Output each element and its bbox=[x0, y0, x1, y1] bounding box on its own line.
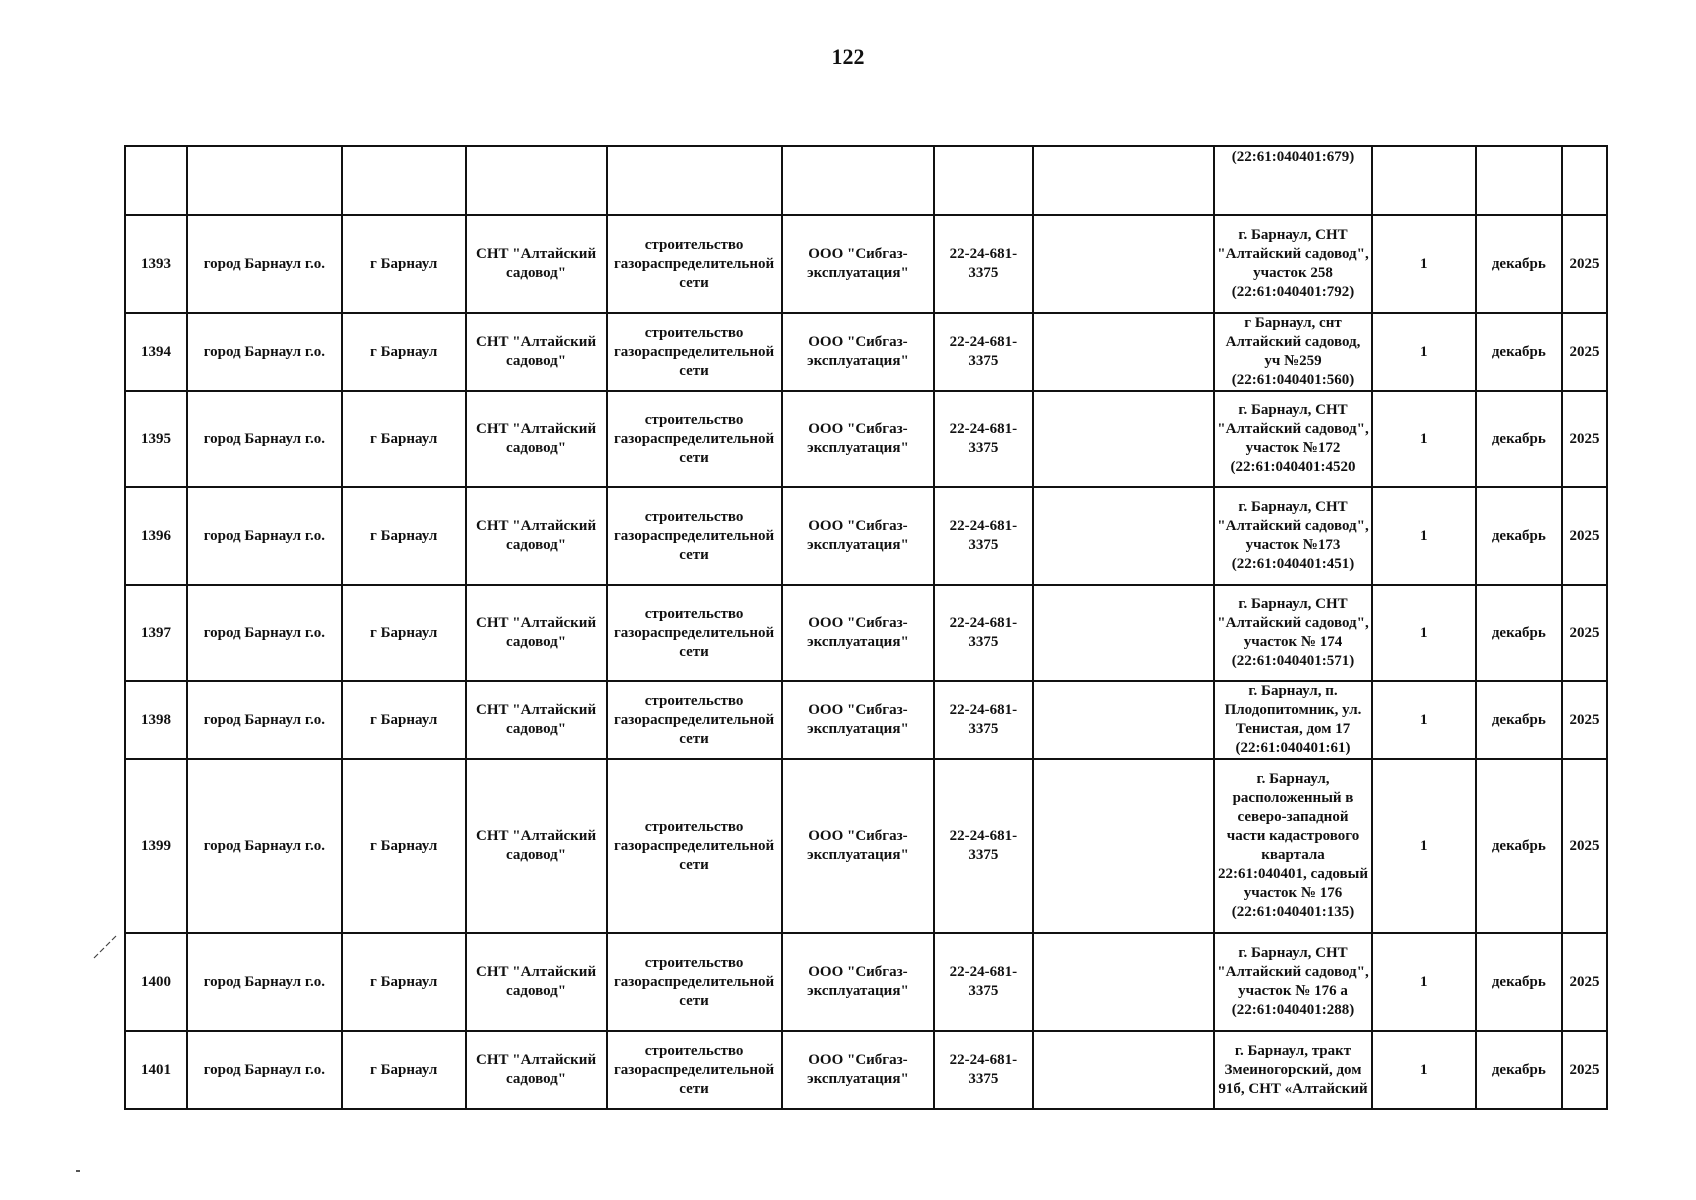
cell-object: СНТ "Алтайский садовод" bbox=[466, 759, 607, 933]
gasification-register-table bbox=[124, 145, 1608, 1110]
cell-object: СНТ "Алтайский садовод" bbox=[466, 313, 607, 391]
cell-year bbox=[1562, 146, 1607, 215]
cell-qty: 1 bbox=[1372, 391, 1476, 487]
table-row bbox=[125, 215, 1607, 313]
cell-empty bbox=[1033, 313, 1215, 391]
cell-month: декабрь bbox=[1476, 759, 1562, 933]
cell-num: 1401 bbox=[125, 1031, 187, 1109]
cell-address: г Барнаул, снт Алтайский садовод, уч №259 (22:61:040401:560) bbox=[1214, 313, 1372, 391]
cell-org: ООО "Сибгаз-эксплуатация" bbox=[782, 681, 935, 759]
cell-month: декабрь bbox=[1476, 313, 1562, 391]
cell-month: декабрь bbox=[1476, 215, 1562, 313]
cell-num: 1393 bbox=[125, 215, 187, 313]
cell-locality: г Барнаул bbox=[342, 759, 466, 933]
cell-object bbox=[466, 146, 607, 215]
table-row bbox=[125, 681, 1607, 759]
cell-object: СНТ "Алтайский садовод" bbox=[466, 391, 607, 487]
cell-empty bbox=[1033, 585, 1215, 681]
cell-month bbox=[1476, 146, 1562, 215]
cell-district: город Барнаул г.о. bbox=[187, 933, 342, 1031]
cell-qty bbox=[1372, 146, 1476, 215]
cell-inn: 22-24-681-3375 bbox=[934, 391, 1032, 487]
cell-num: 1399 bbox=[125, 759, 187, 933]
cell-address: г. Барнаул, расположенный в северо-западной части кадастрового квартала 22:61:040401, садовый участок № 176 (22:61:040401:135) bbox=[1214, 759, 1372, 933]
cell-qty: 1 bbox=[1372, 215, 1476, 313]
cell-empty bbox=[1033, 933, 1215, 1031]
cell-district: город Барнаул г.о. bbox=[187, 681, 342, 759]
table-row bbox=[125, 391, 1607, 487]
cell-inn bbox=[934, 146, 1032, 215]
cell-month: декабрь bbox=[1476, 487, 1562, 585]
table-row bbox=[125, 487, 1607, 585]
cell-num: 1394 bbox=[125, 313, 187, 391]
cell-org: ООО "Сибгаз-эксплуатация" bbox=[782, 933, 935, 1031]
cell-work: строительство газораспределительной сети bbox=[607, 759, 782, 933]
table-row-continuation bbox=[125, 146, 1607, 215]
cell-year: 2025 bbox=[1562, 1031, 1607, 1109]
cell-year: 2025 bbox=[1562, 681, 1607, 759]
cell-org: ООО "Сибгаз-эксплуатация" bbox=[782, 585, 935, 681]
cell-object: СНТ "Алтайский садовод" bbox=[466, 681, 607, 759]
cell-qty: 1 bbox=[1372, 585, 1476, 681]
cell-district: город Барнаул г.о. bbox=[187, 487, 342, 585]
cell-year: 2025 bbox=[1562, 759, 1607, 933]
cell-object: СНТ "Алтайский садовод" bbox=[466, 933, 607, 1031]
table-row bbox=[125, 759, 1607, 933]
cell-address: г. Барнаул, п. Плодопитомник, ул. Тенистая, дом 17 (22:61:040401:61) bbox=[1214, 681, 1372, 759]
cell-empty bbox=[1033, 391, 1215, 487]
cell-org: ООО "Сибгаз-эксплуатация" bbox=[782, 487, 935, 585]
page-number: 122 bbox=[831, 44, 865, 69]
cell-work: строительство газораспределительной сети bbox=[607, 585, 782, 681]
cell-empty bbox=[1033, 759, 1215, 933]
cell-inn: 22-24-681-3375 bbox=[934, 585, 1032, 681]
cell-inn: 22-24-681-3375 bbox=[934, 759, 1032, 933]
cell-district: город Барнаул г.о. bbox=[187, 313, 342, 391]
cell-locality: г Барнаул bbox=[342, 585, 466, 681]
cell-num bbox=[125, 146, 187, 215]
cell-inn: 22-24-681-3375 bbox=[934, 215, 1032, 313]
cell-month: декабрь bbox=[1476, 585, 1562, 681]
cell-locality: г Барнаул bbox=[342, 215, 466, 313]
cell-district bbox=[187, 146, 342, 215]
cell-work: строительство газораспределительной сети bbox=[607, 313, 782, 391]
table-row bbox=[125, 933, 1607, 1031]
cell-object: СНТ "Алтайский садовод" bbox=[466, 585, 607, 681]
cell-district: город Барнаул г.о. bbox=[187, 1031, 342, 1109]
cell-empty bbox=[1033, 1031, 1215, 1109]
cell-work: строительство газораспределительной сети bbox=[607, 681, 782, 759]
table-row bbox=[125, 1031, 1607, 1109]
cell-address: г. Барнаул, СНТ "Алтайский садовод", участок №172 (22:61:040401:4520 bbox=[1214, 391, 1372, 487]
cell-qty: 1 bbox=[1372, 313, 1476, 391]
cell-month: декабрь bbox=[1476, 681, 1562, 759]
cell-org bbox=[782, 146, 935, 215]
cell-district: город Барнаул г.о. bbox=[187, 391, 342, 487]
cell-address: г. Барнаул, тракт Змеиногорский, дом 91б, СНТ «Алтайский bbox=[1214, 1031, 1372, 1109]
cell-inn: 22-24-681-3375 bbox=[934, 933, 1032, 1031]
cell-address: г. Барнаул, СНТ "Алтайский садовод", участок №173 (22:61:040401:451) bbox=[1214, 487, 1372, 585]
cell-object: СНТ "Алтайский садовод" bbox=[466, 487, 607, 585]
cell-address: (22:61:040401:679) bbox=[1214, 146, 1372, 215]
cell-year: 2025 bbox=[1562, 313, 1607, 391]
scan-pen-mark bbox=[92, 930, 122, 960]
cell-num: 1396 bbox=[125, 487, 187, 585]
cell-org: ООО "Сибгаз-эксплуатация" bbox=[782, 759, 935, 933]
cell-locality: г Барнаул bbox=[342, 1031, 466, 1109]
cell-year: 2025 bbox=[1562, 487, 1607, 585]
cell-month: декабрь bbox=[1476, 1031, 1562, 1109]
cell-org: ООО "Сибгаз-эксплуатация" bbox=[782, 391, 935, 487]
cell-empty bbox=[1033, 681, 1215, 759]
cell-qty: 1 bbox=[1372, 487, 1476, 585]
cell-year: 2025 bbox=[1562, 391, 1607, 487]
cell-locality: г Барнаул bbox=[342, 933, 466, 1031]
cell-locality: г Барнаул bbox=[342, 313, 466, 391]
cell-locality bbox=[342, 146, 466, 215]
cell-district: город Барнаул г.о. bbox=[187, 585, 342, 681]
cell-inn: 22-24-681-3375 bbox=[934, 487, 1032, 585]
cell-inn: 22-24-681-3375 bbox=[934, 681, 1032, 759]
cell-work: строительство газораспределительной сети bbox=[607, 391, 782, 487]
cell-work: строительство газораспределительной сети bbox=[607, 487, 782, 585]
cell-org: ООО "Сибгаз-эксплуатация" bbox=[782, 313, 935, 391]
cell-empty bbox=[1033, 487, 1215, 585]
cell-inn: 22-24-681-3375 bbox=[934, 313, 1032, 391]
cell-qty: 1 bbox=[1372, 1031, 1476, 1109]
cell-district: город Барнаул г.о. bbox=[187, 759, 342, 933]
cell-work: строительство газораспределительной сети bbox=[607, 1031, 782, 1109]
cell-locality: г Барнаул bbox=[342, 681, 466, 759]
cell-year: 2025 bbox=[1562, 585, 1607, 681]
cell-qty: 1 bbox=[1372, 933, 1476, 1031]
cell-num: 1398 bbox=[125, 681, 187, 759]
cell-num: 1395 bbox=[125, 391, 187, 487]
table-row bbox=[125, 313, 1607, 391]
cell-year: 2025 bbox=[1562, 215, 1607, 313]
cell-object: СНТ "Алтайский садовод" bbox=[466, 1031, 607, 1109]
cell-address: г. Барнаул, СНТ "Алтайский садовод", участок 258 (22:61:040401:792) bbox=[1214, 215, 1372, 313]
cell-month: декабрь bbox=[1476, 391, 1562, 487]
cell-work: строительство газораспределительной сети bbox=[607, 933, 782, 1031]
table-row bbox=[125, 585, 1607, 681]
cell-work: строительство газораспределительной сети bbox=[607, 215, 782, 313]
cell-num: 1397 bbox=[125, 585, 187, 681]
cell-locality: г Барнаул bbox=[342, 487, 466, 585]
cell-org: ООО "Сибгаз-эксплуатация" bbox=[782, 215, 935, 313]
cell-work bbox=[607, 146, 782, 215]
cell-qty: 1 bbox=[1372, 759, 1476, 933]
cell-org: ООО "Сибгаз-эксплуатация" bbox=[782, 1031, 935, 1109]
cell-inn: 22-24-681-3375 bbox=[934, 1031, 1032, 1109]
cell-qty: 1 bbox=[1372, 681, 1476, 759]
cell-address: г. Барнаул, СНТ "Алтайский садовод", участок № 176 а (22:61:040401:288) bbox=[1214, 933, 1372, 1031]
cell-month: декабрь bbox=[1476, 933, 1562, 1031]
cell-num: 1400 bbox=[125, 933, 187, 1031]
cell-empty bbox=[1033, 215, 1215, 313]
cell-empty bbox=[1033, 146, 1215, 215]
cell-locality: г Барнаул bbox=[342, 391, 466, 487]
cell-address: г. Барнаул, СНТ "Алтайский садовод", участок № 174 (22:61:040401:571) bbox=[1214, 585, 1372, 681]
cell-object: СНТ "Алтайский садовод" bbox=[466, 215, 607, 313]
scan-dust-mark bbox=[76, 1170, 80, 1172]
cell-district: город Барнаул г.о. bbox=[187, 215, 342, 313]
cell-year: 2025 bbox=[1562, 933, 1607, 1031]
